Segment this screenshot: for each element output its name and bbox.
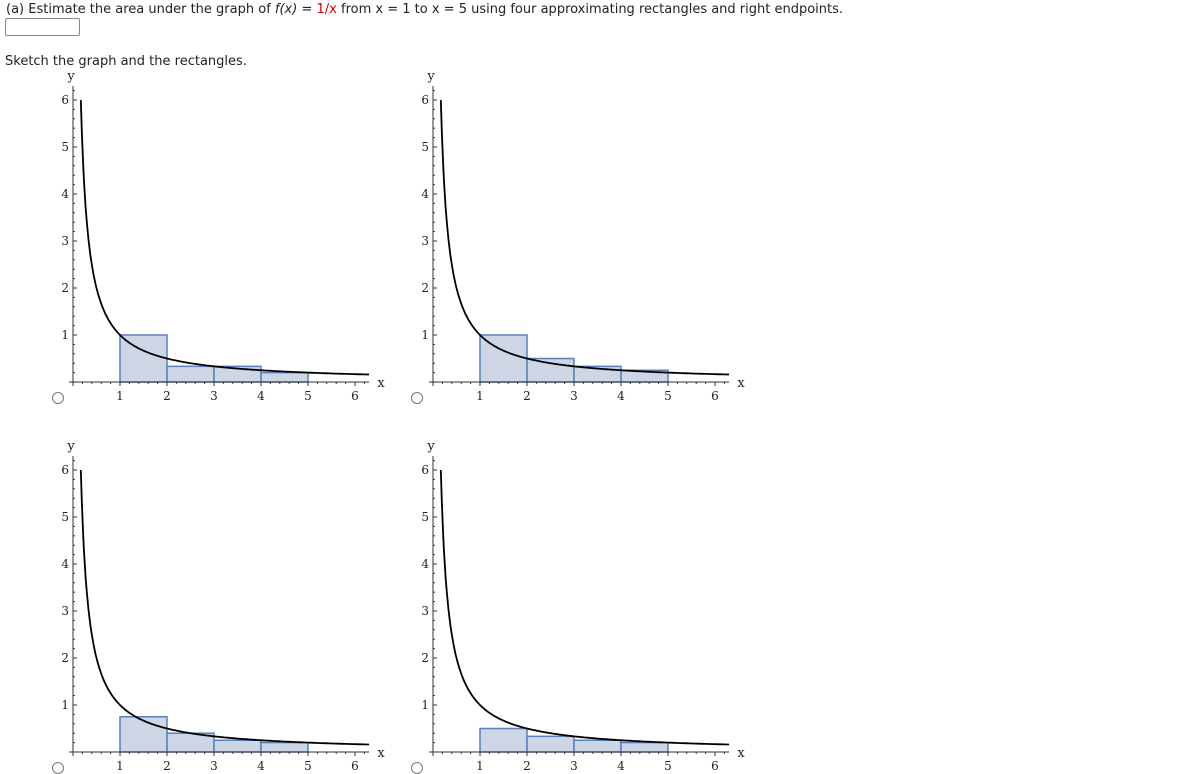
x-tick-label: 3 — [570, 759, 578, 773]
y-tick-label: 5 — [61, 510, 69, 524]
x-axis-label: x — [737, 376, 745, 391]
y-axis-label: y — [427, 68, 435, 84]
y-tick-label: 4 — [61, 187, 69, 201]
x-tick-label: 4 — [257, 389, 265, 403]
approx-rectangle-4 — [261, 373, 308, 382]
approx-rectangle-1 — [120, 717, 167, 752]
approx-rectangle-1 — [480, 729, 527, 753]
x-tick-label: 3 — [210, 389, 218, 403]
approx-rectangle-2 — [527, 736, 574, 752]
y-tick-label: 2 — [421, 281, 429, 295]
y-axis-label: y — [67, 68, 75, 84]
approx-rectangle-4 — [621, 743, 668, 752]
y-tick-label: 5 — [421, 510, 429, 524]
x-tick-label: 6 — [351, 389, 359, 403]
y-tick-label: 1 — [61, 328, 69, 342]
x-tick-label: 1 — [116, 759, 124, 773]
y-axis-label: y — [427, 438, 435, 454]
approx-rectangle-2 — [527, 359, 574, 383]
question-suffix: using four approximating rectangles and right endpoints. — [466, 2, 844, 17]
y-tick-label: 6 — [421, 93, 429, 107]
function-curve — [81, 100, 369, 375]
x-tick-label: 2 — [163, 389, 171, 403]
y-tick-label: 3 — [61, 604, 69, 618]
function-curve — [441, 100, 729, 375]
function-curve — [441, 470, 729, 745]
approx-rectangle-4 — [261, 743, 308, 752]
x-tick-label: 5 — [304, 389, 312, 403]
x-tick-label: 4 — [257, 759, 265, 773]
instruction-text: Sketch the graph and the rectangles. — [5, 54, 247, 69]
y-tick-label: 3 — [61, 234, 69, 248]
function-expression: 1/x — [316, 2, 337, 17]
x-axis-label: x — [737, 746, 745, 761]
y-tick-label: 5 — [61, 140, 69, 154]
y-tick-label: 4 — [421, 557, 429, 571]
function-curve — [81, 470, 369, 745]
graph-option-1 — [0, 68, 385, 403]
x-tick-label: 2 — [163, 759, 171, 773]
to-word: to — [410, 2, 432, 17]
x-start: x = 1 — [375, 2, 411, 17]
x-tick-label: 1 — [116, 389, 124, 403]
y-tick-label: 1 — [421, 328, 429, 342]
y-tick-label: 4 — [61, 557, 69, 571]
y-tick-label: 5 — [421, 140, 429, 154]
x-tick-label: 6 — [711, 759, 719, 773]
y-tick-label: 6 — [61, 93, 69, 107]
x-tick-label: 4 — [617, 389, 625, 403]
y-tick-label: 3 — [421, 604, 429, 618]
y-tick-label: 3 — [421, 234, 429, 248]
y-tick-label: 2 — [61, 651, 69, 665]
equals-sign: = — [297, 2, 317, 17]
question-text — [6, 2, 843, 17]
y-tick-label: 6 — [421, 463, 429, 477]
x-axis-label: x — [377, 376, 385, 391]
x-tick-label: 6 — [711, 389, 719, 403]
y-tick-label: 2 — [421, 651, 429, 665]
x-tick-label: 5 — [664, 759, 672, 773]
x-tick-label: 3 — [570, 389, 578, 403]
x-axis-label: x — [377, 746, 385, 761]
function-name: f(x) — [274, 2, 298, 17]
y-tick-label: 4 — [421, 187, 429, 201]
y-axis-label: y — [67, 438, 75, 454]
x-tick-label: 2 — [523, 759, 531, 773]
graph-option-2 — [360, 68, 745, 403]
y-tick-label: 6 — [61, 463, 69, 477]
area-answer-input[interactable] — [5, 18, 80, 36]
x-tick-label: 6 — [351, 759, 359, 773]
approx-rectangle-3 — [574, 740, 621, 752]
x-tick-label: 5 — [664, 389, 672, 403]
x-end: x = 5 — [431, 2, 467, 17]
y-tick-label: 1 — [61, 698, 69, 712]
y-tick-label: 2 — [61, 281, 69, 295]
graph-option-4 — [360, 438, 745, 773]
x-tick-label: 2 — [523, 389, 531, 403]
x-tick-label: 5 — [304, 759, 312, 773]
x-tick-label: 1 — [476, 389, 484, 403]
x-tick-label: 4 — [617, 759, 625, 773]
x-tick-label: 1 — [476, 759, 484, 773]
approx-rectangle-2 — [167, 366, 214, 382]
y-tick-label: 1 — [421, 698, 429, 712]
question-prefix: (a) Estimate the area under the graph of — [6, 2, 275, 17]
graph-option-3 — [0, 438, 385, 773]
question-middle: from — [336, 2, 376, 17]
x-tick-label: 3 — [210, 759, 218, 773]
approx-rectangle-3 — [214, 740, 261, 752]
